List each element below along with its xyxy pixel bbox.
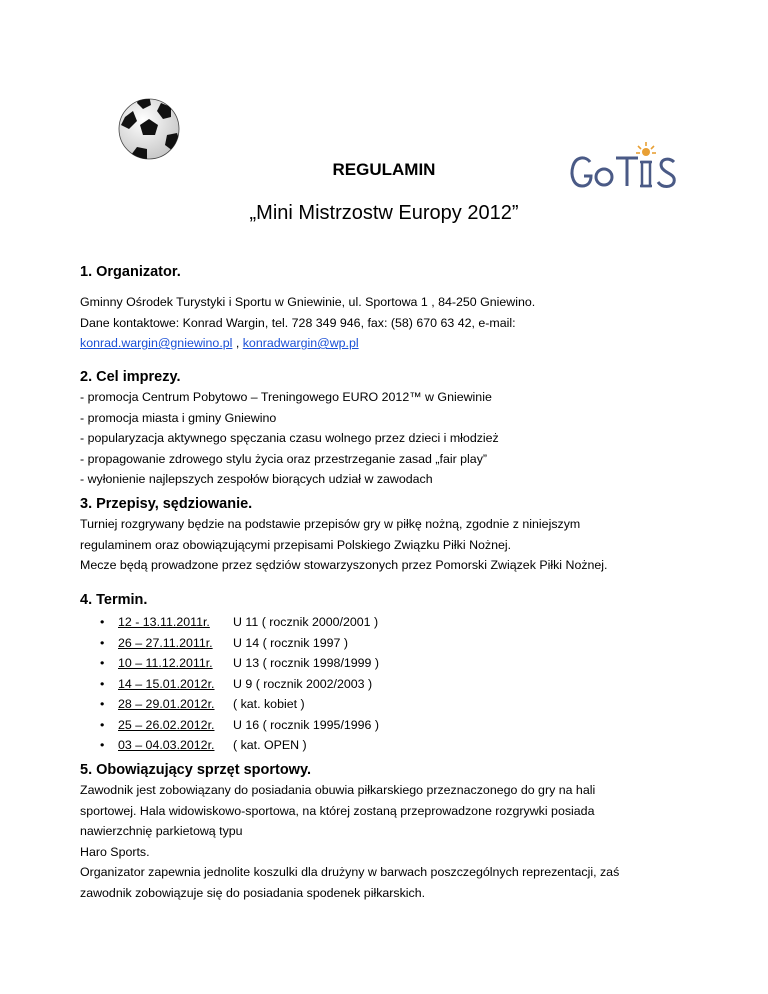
- term-category: U 14 ( rocznik 1997 ): [233, 635, 349, 650]
- bullet: •: [100, 676, 105, 691]
- term-date: 10 – 11.12.2011r.: [118, 656, 213, 670]
- section-1-heading: 1. Organizator.: [80, 264, 181, 280]
- list-item: - propagowanie zdrowego stylu życia oraz przestrzeganie zasad „fair play”: [80, 451, 488, 466]
- section-5-heading: 5. Obowiązujący sprzęt sportowy.: [80, 762, 311, 778]
- term-item: [100, 633, 379, 654]
- soccer-ball-icon: [117, 97, 181, 161]
- bullet: •: [100, 635, 105, 650]
- bullet: •: [100, 615, 105, 629]
- bullet: •: [100, 656, 105, 670]
- section-3-heading: 3. Przepisy, sędziowanie.: [80, 496, 253, 512]
- text-line: Zawodnik jest zobowiązany do posiadania obuwia piłkarskiego przeznaczonego do gry na hali: [80, 783, 596, 797]
- section-3-body: [80, 514, 690, 576]
- text-line: nawierzchnię parkietową typu: [80, 824, 243, 838]
- term-date: 12 - 13.11.2011r.: [118, 615, 210, 629]
- section-1-body: [80, 292, 690, 354]
- document-title: REGULAMIN: [332, 160, 436, 179]
- term-item: [100, 694, 379, 715]
- term-category: ( kat. OPEN ): [233, 738, 307, 752]
- term-date: 26 – 27.11.2011r.: [118, 635, 213, 650]
- section-4-heading: 4. Termin.: [80, 592, 148, 608]
- section-5-body: [80, 780, 690, 903]
- term-date: 14 – 15.01.2012r.: [118, 676, 215, 691]
- term-item: [100, 715, 379, 736]
- list-item: - wyłonienie najlepszych zespołów biorących udział w zawodach: [80, 472, 433, 486]
- email-separator: ,: [232, 336, 243, 350]
- email-link-1[interactable]: konrad.wargin@gniewino.pl: [80, 336, 233, 350]
- bullet: •: [100, 697, 105, 711]
- text-line: Turniej rozgrywany będzie na podstawie przepisów gry w piłkę nożną, zgodnie z niniejszym: [80, 517, 581, 531]
- list-item: - popularyzacja aktywnego spęczania czasu wolnego przez dzieci i młodzież: [80, 431, 499, 445]
- text-line: Dane kontaktowe: Konrad Wargin, tel. 728 349 946, fax: (58) 670 63 42, e-mail:: [80, 315, 516, 330]
- text-line: Organizator zapewnia jednolite koszulki dla drużyny w barwach poszczególnych reprezentacji, zaś: [80, 865, 620, 879]
- term-date: 25 – 26.02.2012r.: [118, 717, 215, 732]
- term-category: U 11 ( rocznik 2000/2001 ): [233, 615, 379, 629]
- bullet: •: [100, 738, 105, 752]
- term-item: [100, 653, 379, 674]
- text-line: Mecze będą prowadzone przez sędziów stowarzyszonych przez Pomorski Związek Piłki Nożnej.: [80, 558, 608, 572]
- term-date: 03 – 04.03.2012r.: [118, 738, 215, 752]
- term-category: ( kat. kobiet ): [233, 697, 305, 711]
- terms-list: [100, 612, 379, 756]
- list-item: - promocja miasta i gminy Gniewino: [80, 410, 277, 425]
- text-line: sportowej. Hala widowiskowo-sportowa, na której zostaną przeprowadzone rozgrywki posiada: [80, 803, 595, 818]
- term-date: 28 – 29.01.2012r.: [118, 697, 215, 711]
- list-item: - promocja Centrum Pobytowo – Treningowego EURO 2012™ w Gniewinie: [80, 390, 492, 404]
- term-item: [100, 674, 379, 695]
- term-item: [100, 735, 379, 756]
- term-item: [100, 612, 379, 633]
- email-line: [80, 333, 690, 354]
- section-2-body: [80, 387, 690, 490]
- text-line: regulaminem oraz obowiązującymi przepisami Polskiego Związku Piłki Nożnej.: [80, 537, 512, 552]
- document-subtitle: „Mini Mistrzostw Europy 2012”: [249, 202, 519, 224]
- section-2-heading: 2. Cel imprezy.: [80, 369, 181, 385]
- text-line: zawodnik zobowiązuje się do posiadania spodenek piłkarskich.: [80, 885, 426, 900]
- text-line: Haro Sports.: [80, 844, 150, 859]
- term-category: U 13 ( rocznik 1998/1999 ): [233, 656, 380, 670]
- term-category: U 9 ( rocznik 2002/2003 ): [233, 676, 373, 691]
- email-link-2[interactable]: konradwargin@wp.pl: [242, 336, 359, 350]
- text-line: Gminny Ośrodek Turystyki i Sportu w Gniewinie, ul. Sportowa 1 , 84-250 Gniewino.: [80, 295, 536, 309]
- bullet: •: [100, 717, 105, 732]
- term-category: U 16 ( rocznik 1995/1996 ): [233, 717, 380, 732]
